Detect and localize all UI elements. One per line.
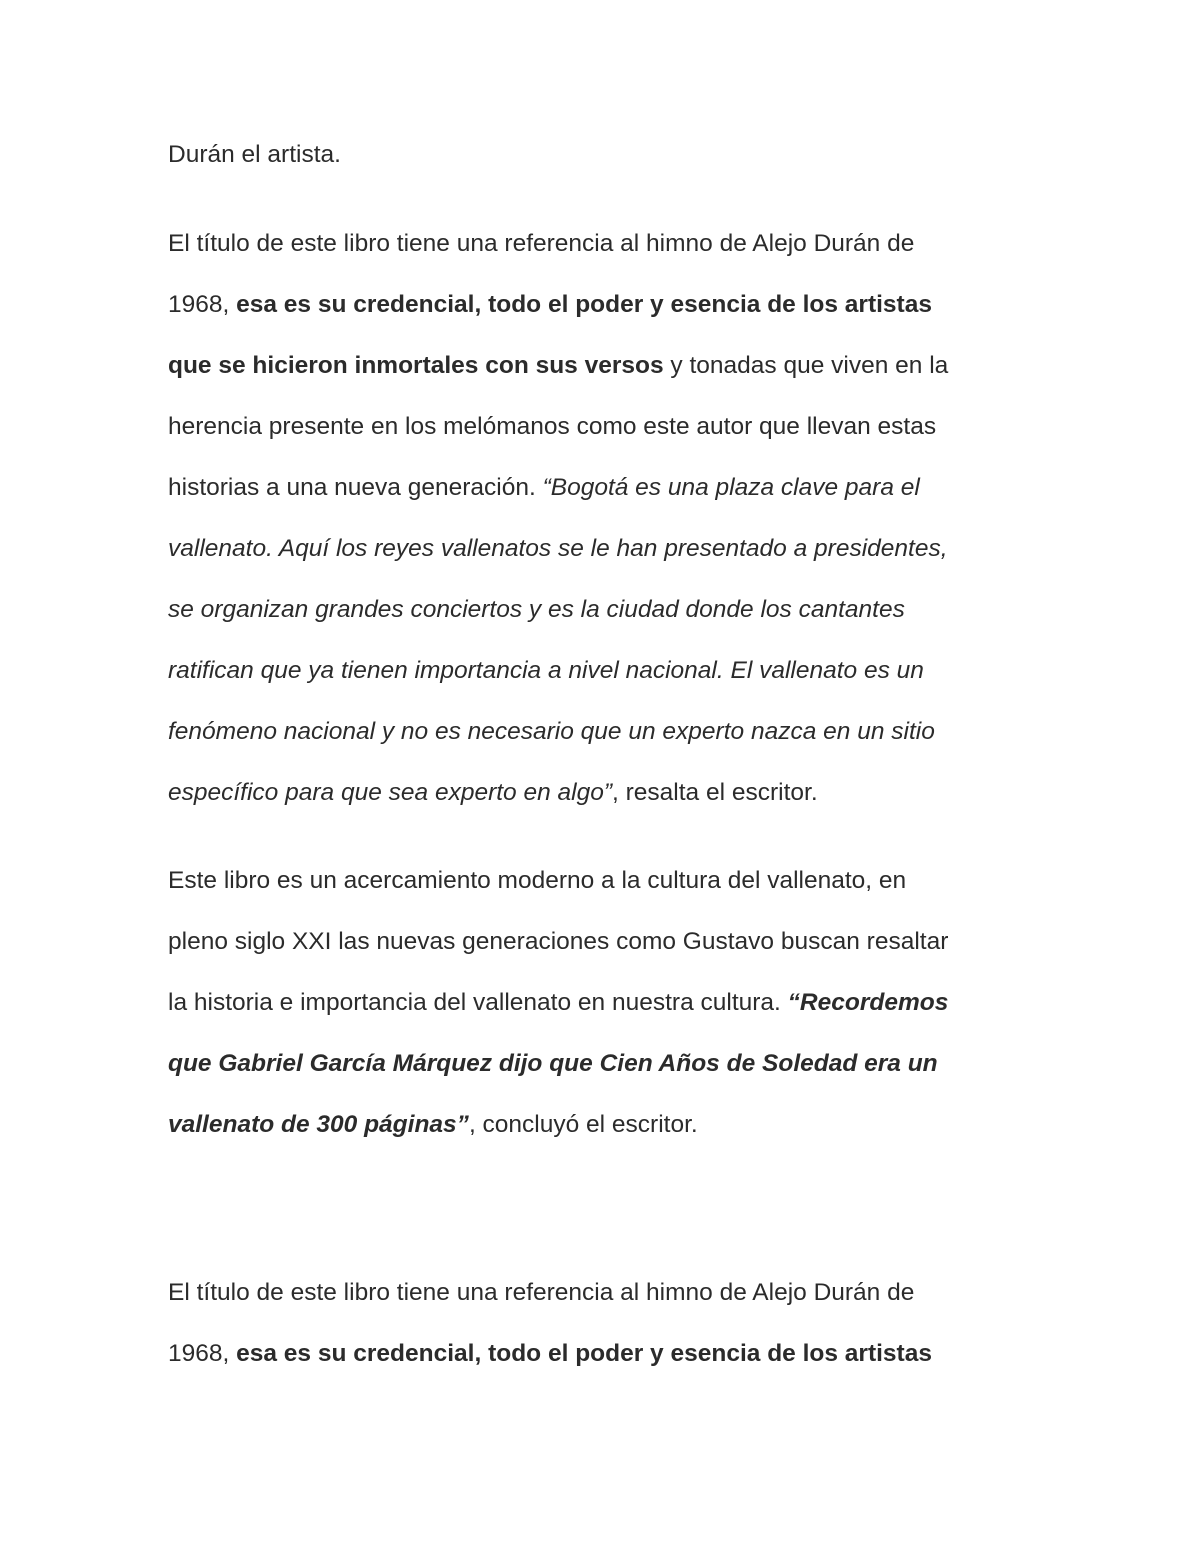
- p2-line-5: [168, 1110, 698, 1140]
- p1-line-10: [168, 778, 818, 808]
- text-run: pleno siglo XXI las nuevas generaciones como Gustavo buscan resaltar: [168, 928, 949, 955]
- italic-run: se organizan grandes conciertos y es la ciudad donde los cantantes: [168, 596, 905, 623]
- p2-line-3: [168, 988, 948, 1018]
- p1-line-6: [168, 534, 948, 564]
- p1-line-3: [168, 351, 948, 381]
- heading-text: Durán el artista.: [168, 141, 341, 168]
- p1-line-7: [168, 595, 905, 625]
- bold-run: esa es su credencial, todo el poder y esencia de los artistas: [236, 291, 932, 318]
- bold-italic-run: vallenato de 300 páginas”: [168, 1111, 469, 1138]
- p1-line-5: [168, 473, 920, 503]
- text-run: historias a una nueva generación.: [168, 474, 543, 501]
- p2-line-2: [168, 927, 948, 957]
- italic-run: “Bogotá es una plaza clave para el: [542, 474, 920, 501]
- p2-line-4: [168, 1049, 938, 1079]
- italic-run: vallenato. Aquí los reyes vallenatos se le han presentado a presidentes,: [168, 535, 948, 562]
- p1-line-1: [168, 229, 914, 259]
- text-run: , resalta el escritor.: [612, 779, 818, 806]
- bold-italic-run: “Recordemos: [787, 989, 949, 1016]
- bold-run: que se hicieron inmortales con sus versos: [168, 352, 664, 379]
- p1-line-2: [168, 290, 932, 320]
- text-run: herencia presente en los melómanos como este autor que llevan estas: [168, 413, 937, 440]
- text-run: 1968,: [168, 291, 237, 318]
- p2-line-1: [168, 866, 906, 896]
- text-run: Este libro es un acercamiento moderno a la cultura del vallenato, en: [168, 867, 907, 894]
- p1-line-9: [168, 717, 935, 747]
- p3-line-1: [168, 1278, 914, 1308]
- text-run: El título de este libro tiene una referencia al himno de Alejo Durán de: [168, 1279, 915, 1306]
- text-run: la historia e importancia del vallenato en nuestra cultura.: [168, 989, 788, 1016]
- text-run: 1968,: [168, 1340, 237, 1367]
- document-heading: [168, 140, 341, 170]
- p1-line-4: [168, 412, 936, 442]
- bold-italic-run: que Gabriel García Márquez dijo que Cien Años de Soledad era un: [168, 1050, 938, 1077]
- text-run: y tonadas que viven en la: [663, 352, 949, 379]
- italic-run: ratifican que ya tienen importancia a nivel nacional. El vallenato es un: [168, 657, 924, 684]
- p1-line-8: [168, 656, 924, 686]
- italic-run: fenómeno nacional y no es necesario que un experto nazca en un sitio: [168, 718, 935, 745]
- text-run: , concluyó el escritor.: [468, 1111, 698, 1138]
- p3-line-2: [168, 1339, 932, 1369]
- italic-run: específico para que sea experto en algo”: [168, 779, 613, 806]
- bold-run: esa es su credencial, todo el poder y esencia de los artistas: [236, 1340, 932, 1367]
- text-run: El título de este libro tiene una referencia al himno de Alejo Durán de: [168, 230, 915, 257]
